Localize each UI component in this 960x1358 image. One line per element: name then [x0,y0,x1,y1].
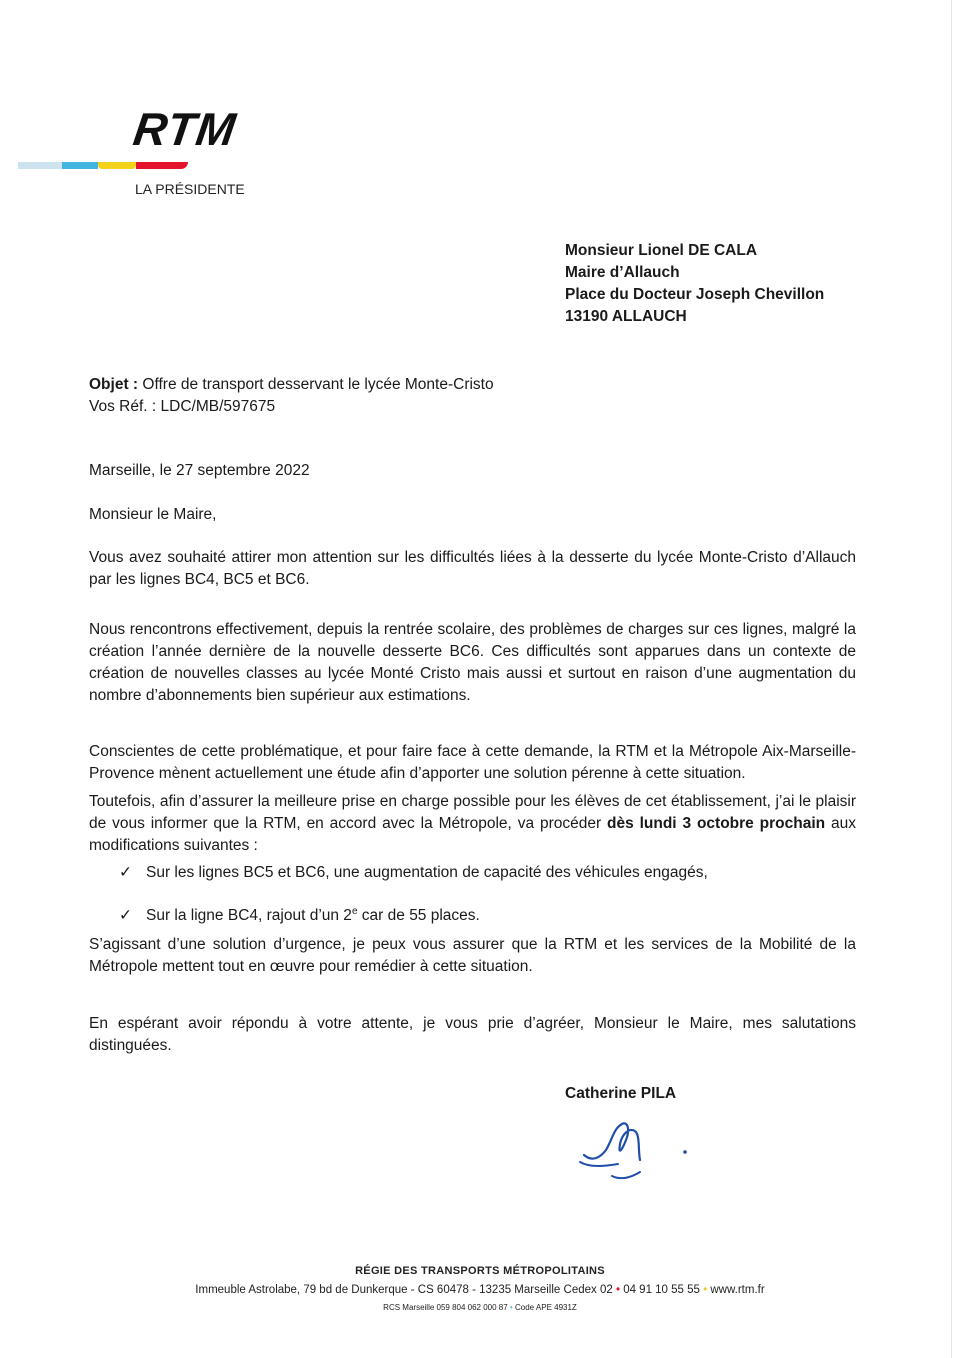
sender-role: LA PRÉSIDENTE [135,181,245,197]
rtm-logo: RTM [130,103,240,155]
paragraph-3: Conscientes de cette problématique, et pour faire face à cette demande, la RTM et la Métropole Aix-Marseille-Provence mènent actuellement une étude afin d’apporter une solution pérenne à cette situation. [89,743,856,782]
check-icon: ✓ [119,907,132,924]
handwritten-signature [570,1110,700,1195]
place-date: Marseille, le 27 septembre 2022 [89,462,310,479]
list-item-2-end: car de 55 places. [357,907,480,924]
paragraph-4-date: dès lundi 3 octobre prochain [607,815,826,832]
footer-organization: RÉGIE DES TRANSPORTS MÉTROPOLITAINS [355,1265,605,1277]
paragraph-1: Vous avez souhaité attirer mon attention sur les difficultés liées à la desserte du lycée Monte-Cristo d’Allauch par les lignes BC4, BC5 et BC6. [89,549,856,588]
list-item-2-sup: e [351,905,358,917]
page-edge [951,0,952,1358]
footer-ape: Code APE 4931Z [514,1303,577,1312]
paragraph-5: S’agissant d’une solution d’urgence, je peux vous assurer que la RTM et les services de la Mobilité de la Métropole mettent tout en œuvre pour remédier à cette situation. [89,936,856,975]
footer-phone: 04 91 10 55 55 [623,1284,700,1296]
paragraph-4-start: Toutefois, afin d’assurer la meilleure prise en charge possible pour les élèves de cet établissement, j’ai le plaisir de vous informer que la RTM, en accord avec la Métropole, va procéder [89,793,856,832]
reference-line: Vos Réf. : LDC/MB/597675 [89,398,276,415]
list-item-2-start: Sur la ligne BC4, rajout d’un 2 [146,907,352,924]
subject-text: Offre de transport desservant le lycée Monte-Cristo [142,376,494,393]
recipient-block [565,240,824,328]
footer-legal [0,1303,960,1312]
logo-stripe-blue [62,162,98,169]
footer-website: www.rtm.fr [710,1284,765,1296]
logo-stripe-yellow [98,162,136,169]
recipient-city: 13190 ALLAUCH [565,308,687,325]
footer-bullet-yellow: • [703,1284,708,1296]
recipient-title: Maire d’Allauch [565,264,680,281]
subject-line [89,374,494,396]
list-item-2 [146,905,480,927]
footer-bullet-red: • [615,1284,620,1296]
footer-address: Immeuble Astrolabe, 79 bd de Dunkerque - CS 60478 - 13235 Marseille Cedex 02 [195,1284,613,1296]
footer-bullet-blue: • [509,1303,513,1312]
recipient-street: Place du Docteur Joseph Chevillon [565,286,825,303]
recipient-name: Monsieur Lionel DE CALA [565,242,758,259]
paragraph-2: Nous rencontrons effectivement, depuis la rentrée scolaire, des problèmes de charges sur ces lignes, malgré la création l’année dernière de la nouvelle desserte BC6. Ces difficultés sont apparues dans un contexte de création de nouvelles classes au lycée Monté Cristo mais aussi et surtout en raison d’une augmentation du nombre d’abonnements bien supérieur aux estimations. [89,621,856,704]
subject-label: Objet : [89,376,139,393]
footer-rcs: RCS Marseille 059 804 062 000 87 [383,1303,508,1312]
logo-stripe-red [136,162,188,169]
paragraph-4-end: aux modifications suivantes : [89,815,856,854]
paragraph-6: En espérant avoir répondu à votre attente, je vous prie d’agréer, Monsieur le Maire, mes salutations distinguées. [89,1015,856,1054]
salutation: Monsieur le Maire, [89,506,217,523]
logo-stripe-light-blue [18,162,62,169]
subject-block [89,374,494,418]
footer-contact [0,1284,960,1296]
list-item-1: Sur les lignes BC5 et BC6, une augmentation de capacité des véhicules engagés, [146,864,708,881]
signer-name: Catherine PILA [565,1085,677,1102]
paragraph-4 [89,791,856,857]
check-icon: ✓ [119,864,132,881]
